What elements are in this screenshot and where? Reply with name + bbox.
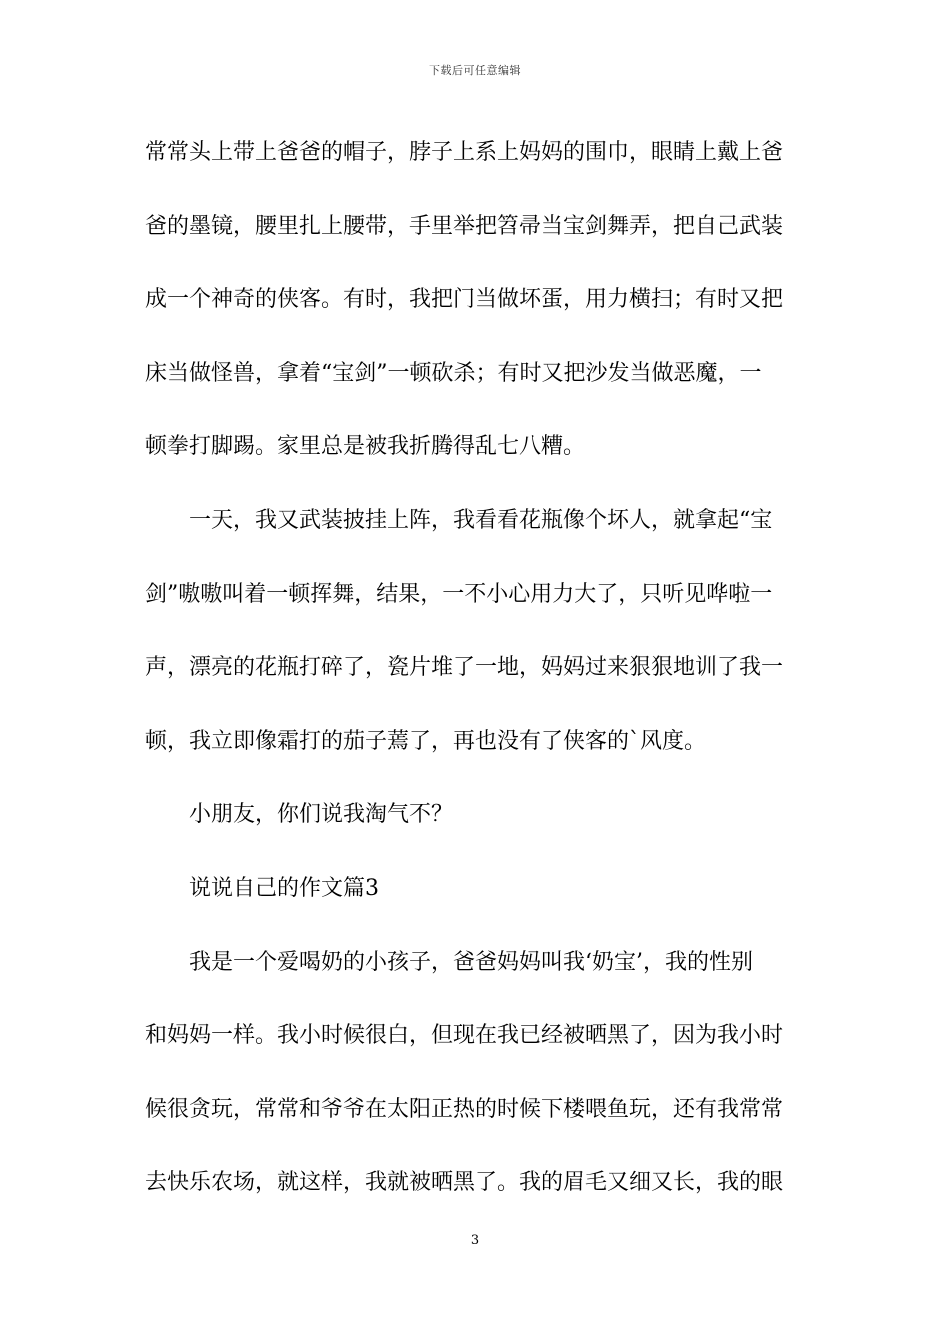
text-line: 和妈妈一样。我小时候很白，但现在我已经被晒黑了，因为我小时: [145, 1023, 784, 1049]
text-line: 声，漂亮的花瓶打碎了，瓷片堆了一地，妈妈过来狠狠地训了我一: [145, 655, 784, 681]
text-line: 剑”嗷嗷叫着一顿挥舞，结果，一不小心用力大了，只听见哗啦一: [145, 581, 773, 607]
document-body: [145, 130, 810, 1234]
text-line: 去快乐农场，就这样，我就被晒黑了。我的眉毛又细又长，我的眼: [145, 1170, 784, 1196]
text-line: 常常头上带上爸爸的帽子，脖子上系上妈妈的围巾，眼睛上戴上爸: [145, 140, 784, 165]
text-line: 成一个神奇的侠客。有时，我把门当做坏蛋，用力横扫；有时又把: [145, 287, 784, 313]
text-line: 爸的墨镜，腰里扎上腰带，手里举把笤帚当宝剑舞弄，把自己武装: [145, 213, 784, 239]
paragraph-start-line: 一天，我又武装披挂上阵，我看看花瓶像个坏人，就拿起“宝: [189, 507, 773, 533]
text-line: 候很贪玩，常常和爷爷在太阳正热的时候下楼喂鱼玩，还有我常常: [145, 1096, 784, 1122]
paragraph-start-line: 我是一个爱喝奶的小孩子，爸爸妈妈叫我‘奶宝’，我的性别: [189, 949, 753, 975]
text-line: 顿拳打脚踢。家里总是被我折腾得乱七八糟。: [145, 434, 586, 460]
text-line: 床当做怪兽，拿着“宝剑”一顿砍杀；有时又把沙发当做恶魔，一: [145, 360, 762, 386]
header-note: 下载后可任意编辑: [429, 64, 521, 77]
paragraph-start-line: 小朋友，你们说我淘气不？: [189, 802, 454, 828]
section-heading: 说说自己的作文篇3: [189, 875, 379, 901]
text-line: 顿，我立即像霜打的茄子蔫了，再也没有了侠客的`风度。: [145, 728, 707, 754]
page-number: 3: [470, 1233, 480, 1248]
